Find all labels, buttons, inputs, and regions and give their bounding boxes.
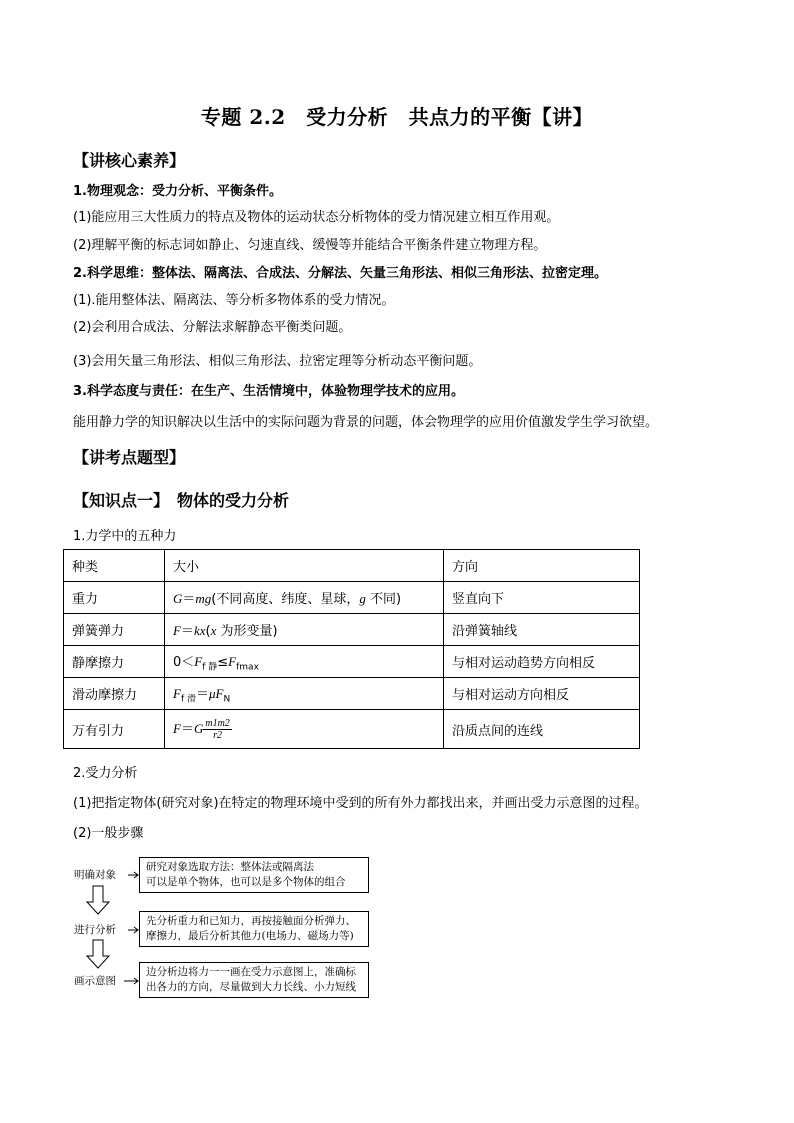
section-heading-topics: 【讲考点题型】: [73, 448, 186, 467]
flow-step-text: 先分析重力和已知力，再按接触面分析弹力、: [146, 915, 356, 927]
table-header-cell: 种类: [64, 550, 165, 582]
symbol: kx: [193, 623, 206, 638]
subscript: fmax: [236, 662, 259, 673]
section-heading-core: 【讲核心素养】: [73, 151, 186, 170]
force-kind: 静摩擦力: [64, 646, 165, 678]
core-point-1-item-2: (2)理解平衡的标志词如静止、匀速直线、缓慢等并能结合平衡条件建立物理方程。: [73, 238, 547, 253]
force-direction: 与相对运动趋势方向相反: [444, 646, 640, 678]
subscript: f 静: [202, 662, 218, 673]
flow-step-text: 出各力的方向，尽量做到大力长线、小力短线: [146, 981, 356, 993]
symbol: ＝: [180, 624, 194, 639]
gravitation-fraction: [203, 718, 231, 741]
force-size: [165, 710, 444, 749]
formula-text: 0＜: [173, 654, 195, 670]
symbol: μF: [209, 685, 224, 701]
force-kind: 弹簧弹力: [64, 614, 165, 646]
table-row: [64, 646, 640, 678]
five-forces-table: [63, 549, 640, 749]
page-title: 专题 2.2 受力分析 共点力的平衡【讲】: [200, 105, 594, 129]
force-direction: 竖直向下: [444, 582, 640, 614]
symbol: G: [193, 720, 204, 736]
force-direction: 沿质点间的连线: [444, 710, 640, 749]
formula-text: 不同): [370, 592, 402, 607]
force-size: [165, 614, 444, 646]
core-point-2-item-1: (1).能用整体法、隔离法、等分析多物体系的受力情况。: [73, 293, 395, 308]
core-point-1-item-1: (1)能应用三大性质力的特点及物体的运动状态分析物体的受力情况建立相互作用观。: [73, 210, 560, 225]
flow-step-text: 研究对象选取方法：整体法或隔离法: [146, 861, 314, 873]
symbol: ＝: [180, 721, 194, 737]
flow-step-text: 边分析边将力一一画在受力示意图上，准确标: [146, 966, 356, 978]
core-point-3-heading: 3.科学态度与责任：在生产、生活情境中，体验物理学技术的应用。: [73, 384, 464, 399]
force-kind: 滑动摩擦力: [64, 678, 165, 710]
core-point-1-heading: 1.物理观念：受力分析、平衡条件。: [73, 184, 282, 199]
flow-step-label: 进行分析: [74, 924, 116, 936]
formula-text: (: [205, 624, 211, 639]
analysis-item-1: (1)把指定物体(研究对象)在特定的物理环境中受到的所有外力都找出来，并画出受力示意图的过程。: [73, 796, 648, 811]
core-point-2-heading: 2.科学思维：整体法、隔离法、合成法、分解法、矢量三角形法、相似三角形法、拉密定理。: [73, 266, 607, 281]
table-header-cell: 大小: [165, 550, 444, 582]
symbol: G: [173, 591, 183, 606]
force-size: [165, 582, 444, 614]
fraction-numerator: m1m2: [205, 717, 230, 729]
knowledge-point-heading: 【知识点一】 物体的受力分析: [73, 491, 290, 510]
subscript: f 滑: [180, 694, 196, 705]
fraction-denominator: r2: [213, 729, 223, 741]
symbol: F: [173, 720, 181, 736]
symbol: x: [210, 623, 217, 638]
symbol: ≤: [217, 654, 229, 670]
core-point-3-text: 能用静力学的知识解决以生活中的实际问题为背景的问题，体会物理学的应用价值激发学生学习欲望。: [73, 415, 659, 430]
table-header-cell: 方向: [444, 550, 640, 582]
formula-text: 为形变量): [220, 624, 278, 639]
symbol: F: [228, 653, 237, 669]
table-caption: 1.力学中的五种力: [73, 529, 177, 544]
force-kind: 万有引力: [64, 710, 165, 749]
symbol: g: [359, 591, 366, 606]
force-size: [165, 646, 444, 678]
flow-step-text: 摩擦力，最后分析其他力(电场力、磁场力等): [146, 930, 354, 942]
formula-text: (不同高度、纬度、星球，: [211, 592, 360, 607]
symbol: ＝: [182, 592, 196, 607]
table-row: [64, 614, 640, 646]
symbol: F: [173, 623, 181, 638]
force-kind: 重力: [64, 582, 165, 614]
flow-step-label: 明确对象: [74, 869, 116, 881]
core-point-2-item-3: (3)会用矢量三角形法、相似三角形法、拉密定理等分析动态平衡问题。: [73, 354, 482, 369]
table-row: [64, 582, 640, 614]
flow-step-box: [139, 911, 369, 947]
subscript: N: [223, 694, 231, 705]
symbol: F: [173, 685, 181, 701]
flow-step-label: 画示意图: [74, 975, 116, 987]
force-direction: 与相对运动方向相反: [444, 678, 640, 710]
table-header-row: [64, 550, 640, 582]
analysis-caption: 2.受力分析: [73, 766, 138, 781]
analysis-item-2: (2)一般步骤: [73, 826, 144, 841]
flow-step-text: 可以是单个物体，也可以是多个物体的组合: [146, 876, 346, 888]
symbol: mg: [195, 591, 212, 606]
flow-step-box: [139, 962, 369, 998]
table-row: [64, 710, 640, 749]
force-direction: 沿弹簧轴线: [444, 614, 640, 646]
core-point-2-item-2: (2)会利用合成法、分解法求解静态平衡类问题。: [73, 320, 352, 335]
table-row: [64, 678, 640, 710]
flow-step-box: [139, 857, 369, 893]
symbol: F: [194, 653, 203, 669]
symbol: ＝: [195, 686, 209, 702]
force-size: [165, 678, 444, 710]
